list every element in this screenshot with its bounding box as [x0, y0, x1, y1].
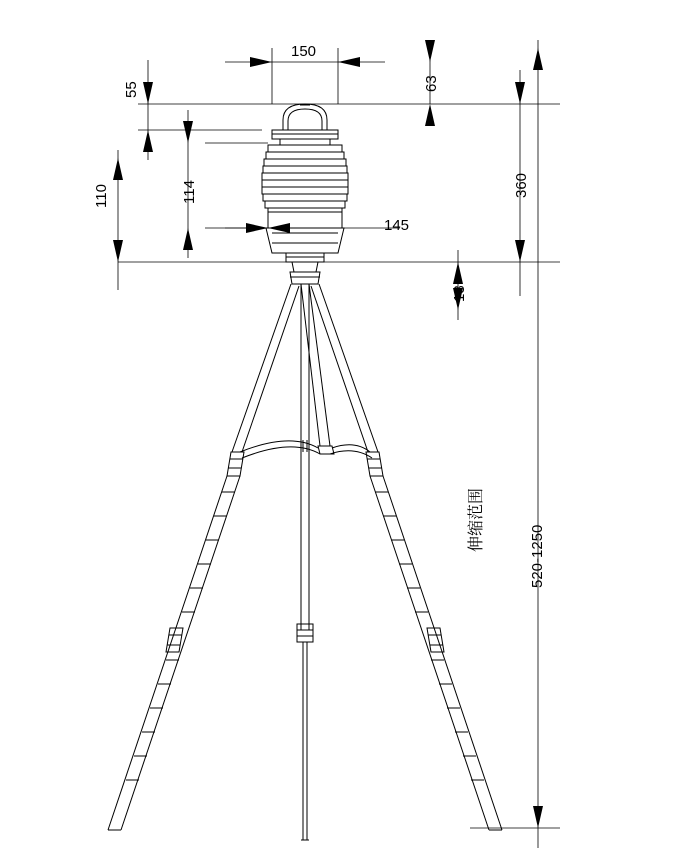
dim-left-tall: 110 [93, 184, 110, 208]
tripod [108, 272, 502, 840]
sensor-head [262, 104, 348, 272]
dim-left-small: 55 [123, 81, 140, 98]
dimension-lines [118, 40, 560, 848]
dim-total-head: 360 [513, 172, 530, 198]
label-tripod-range-cn: 伸缩范围 [466, 487, 485, 552]
dim-tripod-range: 520-1250 [529, 524, 546, 588]
dim-base-plate: 18 [451, 285, 468, 302]
dim-top-width: 150 [291, 43, 317, 60]
dim-body-width: 145 [384, 217, 410, 234]
dim-dome-to-base: 114 [181, 180, 198, 204]
dim-right-offset: 63 [423, 75, 440, 92]
